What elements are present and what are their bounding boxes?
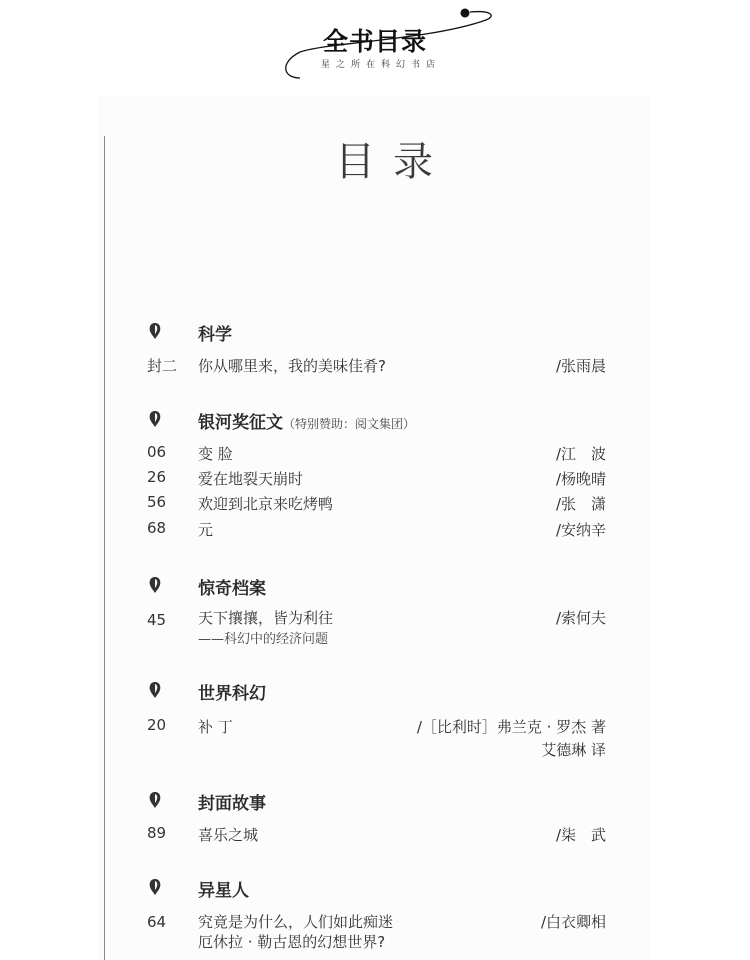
entry-title[interactable]: 喜乐之城	[198, 826, 259, 844]
section-heading: 银河奖征文（特别赞助：阅文集团）	[198, 413, 416, 433]
section-heading: 封面故事	[198, 794, 266, 814]
entry-author: /杨晚晴	[555, 470, 606, 488]
entry-page: 06	[147, 443, 167, 461]
entry-author: /索何夫	[555, 609, 606, 627]
entry-author: /安纳辛	[555, 521, 606, 539]
header-subtitle: 星之所在科幻书店	[320, 60, 441, 70]
entry-translator: 艾德琳 译	[541, 741, 606, 759]
entry-author: /张雨晨	[555, 357, 606, 375]
section-marker-icon	[148, 576, 162, 594]
entry-subtitle: ——科幻中的经济问题	[198, 632, 329, 647]
entry-title[interactable]: 元	[198, 521, 214, 539]
section-marker-icon	[148, 791, 162, 809]
toc-title: 目录	[335, 139, 451, 185]
left-rule	[104, 136, 105, 960]
entry-author: /江 波	[555, 445, 606, 463]
header-logo	[0, 0, 750, 90]
entry-subtitle: 厄休拉 · 勒古恩的幻想世界?	[198, 933, 386, 951]
entry-page: 26	[147, 468, 167, 486]
entry-author: /白衣卿相	[540, 913, 606, 931]
entry-author: /张 潇	[555, 495, 606, 513]
entry-page: 封二	[147, 357, 178, 375]
section-note: （特别赞助：阅文集团）	[283, 417, 416, 431]
section-marker-icon	[148, 410, 162, 428]
section-marker-icon	[148, 878, 162, 896]
section-heading: 科学	[198, 325, 232, 345]
entry-page: 64	[147, 913, 167, 931]
entry-author: /［比利时］弗兰克 · 罗杰 著	[416, 718, 606, 736]
entry-page: 68	[147, 519, 167, 537]
section-heading: 异星人	[198, 881, 249, 901]
entry-title[interactable]: 补 丁	[198, 718, 233, 736]
entry-title[interactable]: 欢迎到北京来吃烤鸭	[198, 495, 334, 513]
entry-page: 45	[147, 611, 167, 629]
entry-page: 89	[147, 824, 167, 842]
entry-title[interactable]: 你从哪里来，我的美味佳肴?	[198, 357, 386, 375]
section-marker-icon	[148, 322, 162, 340]
section-heading: 惊奇档案	[198, 579, 266, 599]
section-heading: 世界科幻	[198, 684, 266, 704]
entry-title[interactable]: 变 脸	[198, 445, 233, 463]
entry-author: /柒 武	[555, 826, 606, 844]
entry-page: 20	[147, 716, 167, 734]
section-marker-icon	[148, 681, 162, 699]
entry-page: 56	[147, 493, 167, 511]
entry-title[interactable]: 天下攘攘，皆为利往	[198, 609, 334, 627]
entry-title[interactable]: 究竟是为什么，人们如此痴迷	[198, 913, 394, 931]
header-title: 全书目录	[322, 27, 427, 56]
entry-title[interactable]: 爱在地裂天崩时	[198, 470, 304, 488]
